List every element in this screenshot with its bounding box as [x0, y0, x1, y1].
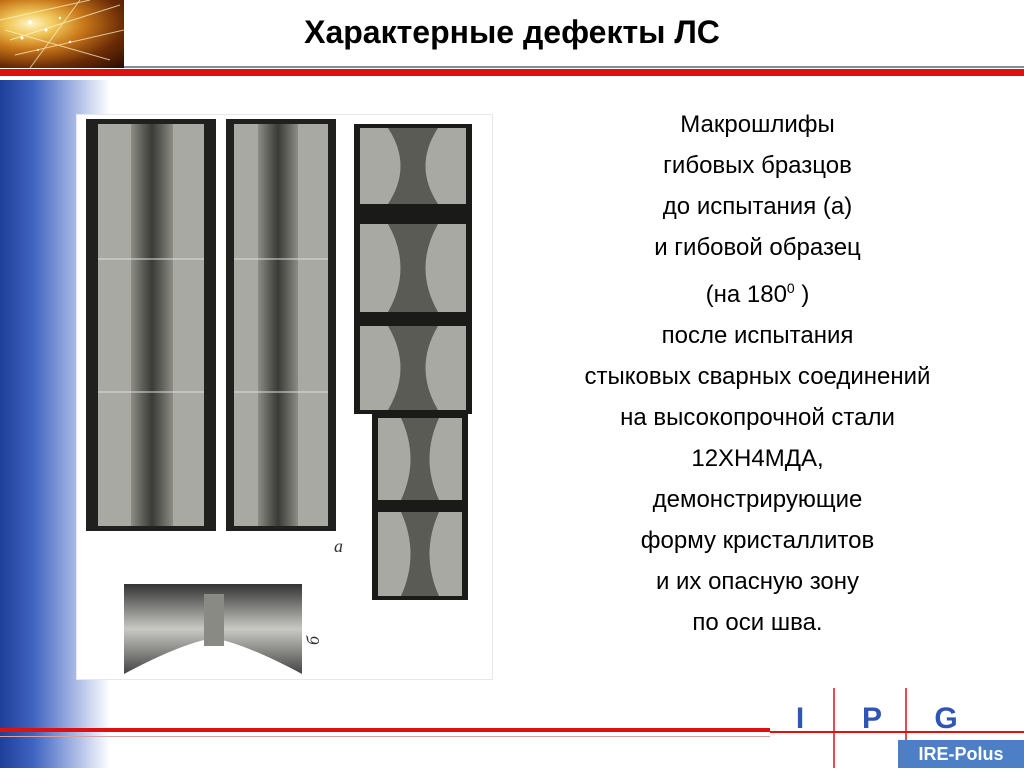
desc-line-1: Макрошлифы	[680, 111, 835, 138]
desc-line-5: после испытания	[661, 322, 854, 349]
ipg-subtitle: IRE-Polus	[898, 740, 1024, 768]
logo-letter-i: I	[795, 702, 805, 735]
fiber-optic-photo	[0, 0, 124, 68]
desc-line-10: форму кристаллитов	[640, 527, 875, 554]
page-title: Характерные дефекты ЛС	[304, 14, 720, 50]
header-divider-red	[0, 69, 1024, 76]
logo-letter-g: G	[934, 702, 958, 735]
desc-line-11: и их опасную зону	[655, 568, 860, 595]
desc-line-6: стыковых сварных соединений	[584, 363, 931, 390]
specimen-strip-3	[354, 124, 472, 414]
desc-line-angle	[520, 268, 995, 315]
macrosection-photo	[76, 114, 493, 680]
description-text	[520, 104, 995, 643]
bent-specimen	[124, 584, 302, 674]
specimen-strip-2	[226, 119, 336, 531]
footer-divider-grey	[0, 736, 770, 737]
desc-line-8: 12ХН4МДА,	[691, 445, 824, 472]
angle-suffix: )	[794, 281, 810, 308]
desc-line-7: на высокопрочной стали	[620, 404, 895, 431]
desc-line-2: гибовых бразцов	[663, 152, 852, 179]
footer-divider-red	[0, 728, 770, 732]
angle-prefix: (на 180	[705, 281, 787, 308]
desc-line-3: до испытания (а)	[662, 193, 853, 220]
desc-line-4: и гибовой образец	[654, 234, 861, 261]
header-divider-grey	[124, 66, 1024, 68]
desc-line-12: по оси шва.	[692, 609, 823, 636]
specimen-strip-1	[86, 119, 216, 531]
desc-line-9: демонстрирующие	[652, 486, 863, 513]
label-a: а	[334, 536, 343, 556]
logo-letter-p: P	[861, 702, 883, 735]
label-b: б	[303, 635, 323, 645]
specimen-strip-4	[372, 414, 468, 600]
angle-sup: 0	[786, 280, 795, 296]
